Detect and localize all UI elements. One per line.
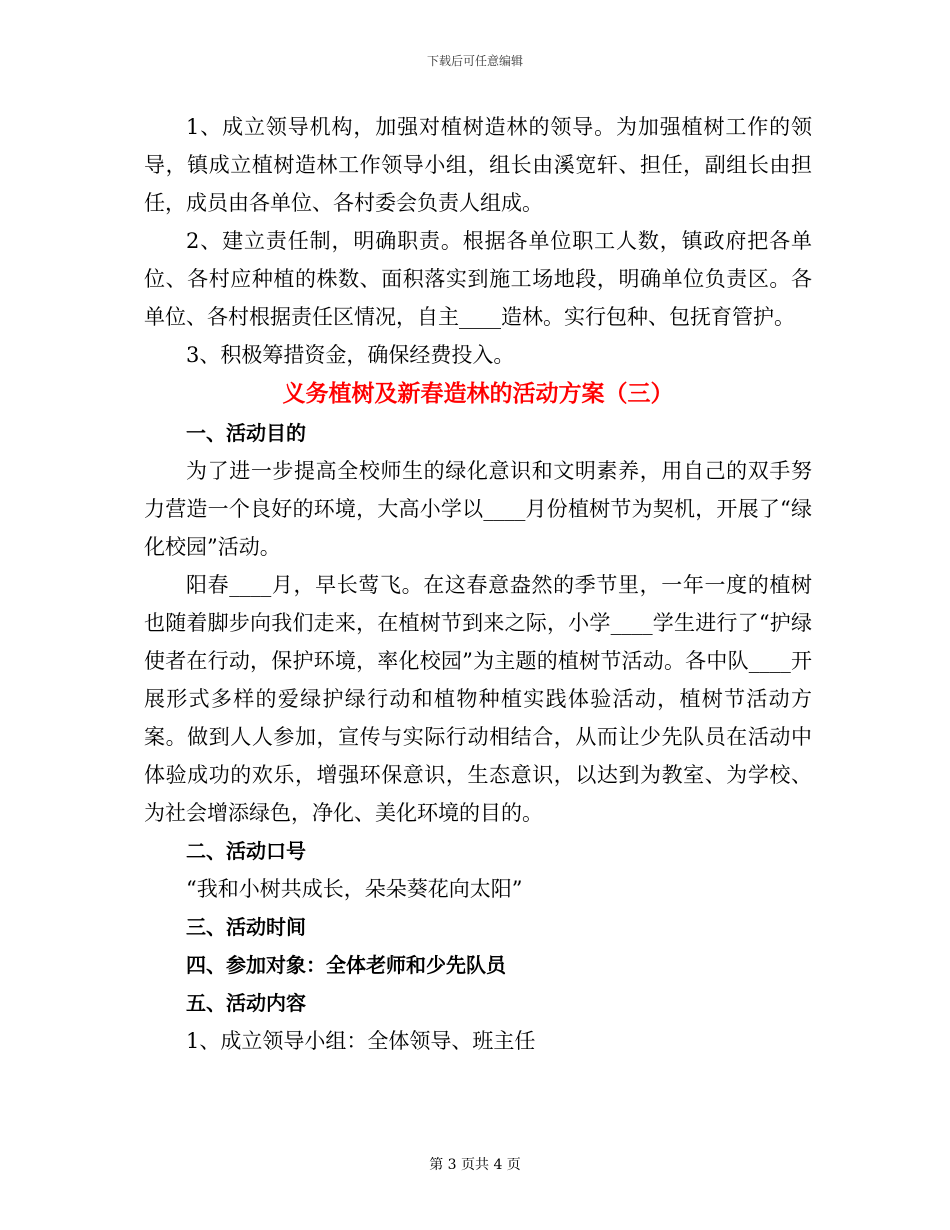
heading-participants: 四、参加对象：全体老师和少先队员 xyxy=(186,953,506,977)
paragraph-slogan: “我和小树共成长，朵朵葵花向太阳” xyxy=(186,877,523,901)
paragraph-leadership: 1、成立领导机构，加强对植树造林的领导。为加强植树工作的领导，镇成立植树造林工作领导小组，组长由溪宽轩、担任，副组长由担任，成员由各单位、各村委会负责人组成。 xyxy=(144,115,812,215)
document-body xyxy=(144,108,812,1060)
heading-purpose: 一、活动目的 xyxy=(186,421,306,445)
page-header: 下载后可任意编辑 xyxy=(426,54,523,68)
heading-time: 三、活动时间 xyxy=(186,915,306,939)
paragraph-leadership-group: 1、成立领导小组：全体领导、班主任 xyxy=(186,1029,536,1053)
heading-slogan: 二、活动口号 xyxy=(186,839,306,863)
section-title: 义务植树及新春造林的活动方案（三） xyxy=(282,380,674,407)
paragraph-responsibility: 2、建立责任制，明确职责。根据各单位职工人数，镇政府把各单位、各村应种植的株数、面积落实到施工场地段，明确单位负责区。各单位、各村根据责任区情况，自主____造林。实行包种、包抚育管护。 xyxy=(144,229,812,329)
paragraph-spring: 阳春____月，早长莺飞。在这春意盎然的季节里，一年一度的植树也随着脚步向我们走来，在植树节到来之际，小学____学生进行了“护绿使者在行动，保护环境，率化校园”为主题的植树节活动。各中队____开展形式多样的爱绿护绿行动和植物种植实践体验活动，植树节活动方案。做到人人参加，宣传与实际行动相结合，从而让少先队员在活动中体验成功的欢乐，增强环保意识，生态意识，以达到为教室、为学校、为社会增添绿色，净化、美化环境的目的。 xyxy=(144,573,812,825)
heading-content: 五、活动内容 xyxy=(186,991,306,1015)
paragraph-purpose: 为了进一步提高全校师生的绿化意识和文明素养，用自己的双手努力营造一个良好的环境，大高小学以____月份植树节为契机，开展了“绿化校园”活动。 xyxy=(144,459,812,559)
paragraph-funding: 3、积极筹措资金，确保经费投入。 xyxy=(186,343,515,367)
page-footer: 第 3 页共 4 页 xyxy=(429,1157,521,1173)
